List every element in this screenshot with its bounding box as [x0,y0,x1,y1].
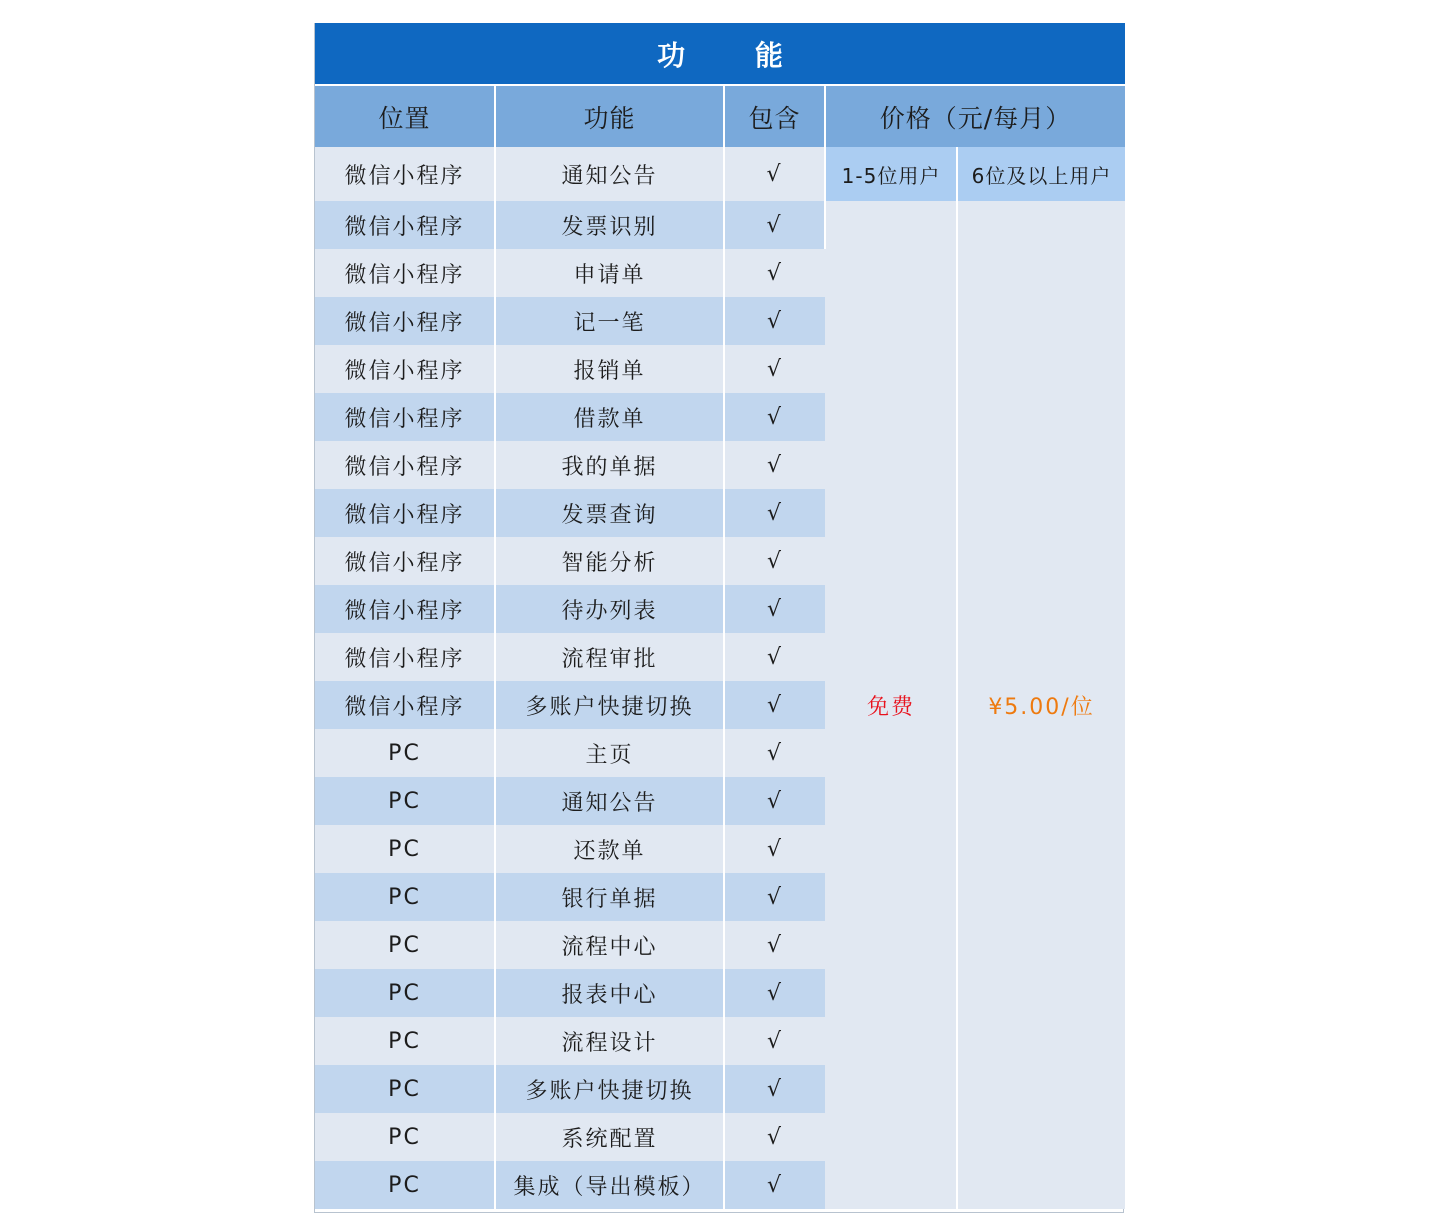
cell-position: PC [315,1113,495,1161]
cell-included-check: √ [724,633,825,681]
cell-feature: 智能分析 [495,537,724,585]
cell-feature: 多账户快捷切换 [495,681,724,729]
cell-feature: 申请单 [495,249,724,297]
table-title-row [315,23,1125,85]
cell-feature: 借款单 [495,393,724,441]
cell-feature: 待办列表 [495,585,724,633]
cell-position: 微信小程序 [315,489,495,537]
cell-feature: 我的单据 [495,441,724,489]
table-row [315,147,1125,201]
cell-position: PC [315,873,495,921]
price-tier2-value: ¥5.00/位 [957,201,1125,1209]
cell-feature: 主页 [495,729,724,777]
pricing-table [315,23,1125,1209]
cell-position: PC [315,777,495,825]
cell-position: 微信小程序 [315,633,495,681]
table-header-row [315,85,1125,147]
cell-included-check: √ [724,297,825,345]
cell-feature: 集成（导出模板） [495,1161,724,1209]
cell-included-check: √ [724,249,825,297]
cell-included-check: √ [724,873,825,921]
cell-included-check: √ [724,147,825,201]
cell-feature: 还款单 [495,825,724,873]
cell-included-check: √ [724,489,825,537]
cell-included-check: √ [724,441,825,489]
cell-included-check: √ [724,1017,825,1065]
header-price: 价格（元/每月） [825,85,1125,147]
cell-feature: 流程审批 [495,633,724,681]
cell-feature: 记一笔 [495,297,724,345]
cell-included-check: √ [724,585,825,633]
cell-included-check: √ [724,777,825,825]
price-tier1-value: 免费 [825,201,957,1209]
header-included: 包含 [724,85,825,147]
cell-position: 微信小程序 [315,585,495,633]
cell-position: PC [315,1017,495,1065]
cell-position: 微信小程序 [315,147,495,201]
cell-feature: 通知公告 [495,147,724,201]
cell-position: 微信小程序 [315,297,495,345]
cell-feature: 报销单 [495,345,724,393]
cell-position: 微信小程序 [315,393,495,441]
cell-included-check: √ [724,1161,825,1209]
cell-included-check: √ [724,537,825,585]
cell-feature: 报表中心 [495,969,724,1017]
cell-feature: 发票识别 [495,201,724,249]
cell-position: PC [315,921,495,969]
cell-position: 微信小程序 [315,681,495,729]
cell-included-check: √ [724,921,825,969]
cell-position: 微信小程序 [315,345,495,393]
price-tier2-header: 6位及以上用户 [957,147,1125,201]
header-position: 位置 [315,85,495,147]
cell-position: PC [315,729,495,777]
header-feature: 功能 [495,85,724,147]
cell-included-check: √ [724,1113,825,1161]
cell-included-check: √ [724,969,825,1017]
cell-included-check: √ [724,729,825,777]
cell-position: PC [315,825,495,873]
cell-included-check: √ [724,345,825,393]
table-title: 功 能 [315,23,1125,85]
cell-included-check: √ [724,681,825,729]
table-row [315,201,1125,249]
cell-position: 微信小程序 [315,249,495,297]
cell-position: 微信小程序 [315,201,495,249]
cell-feature: 多账户快捷切换 [495,1065,724,1113]
cell-included-check: √ [724,825,825,873]
cell-position: PC [315,1161,495,1209]
cell-feature: 系统配置 [495,1113,724,1161]
cell-position: 微信小程序 [315,441,495,489]
cell-feature: 银行单据 [495,873,724,921]
cell-position: PC [315,969,495,1017]
price-tier1-header: 1-5位用户 [825,147,957,201]
cell-included-check: √ [724,201,825,249]
cell-position: 微信小程序 [315,537,495,585]
cell-position: PC [315,1065,495,1113]
pricing-table-container [314,23,1124,1213]
cell-included-check: √ [724,1065,825,1113]
cell-feature: 发票查询 [495,489,724,537]
cell-feature: 流程中心 [495,921,724,969]
table-body [315,147,1125,1209]
cell-included-check: √ [724,393,825,441]
cell-feature: 流程设计 [495,1017,724,1065]
cell-feature: 通知公告 [495,777,724,825]
